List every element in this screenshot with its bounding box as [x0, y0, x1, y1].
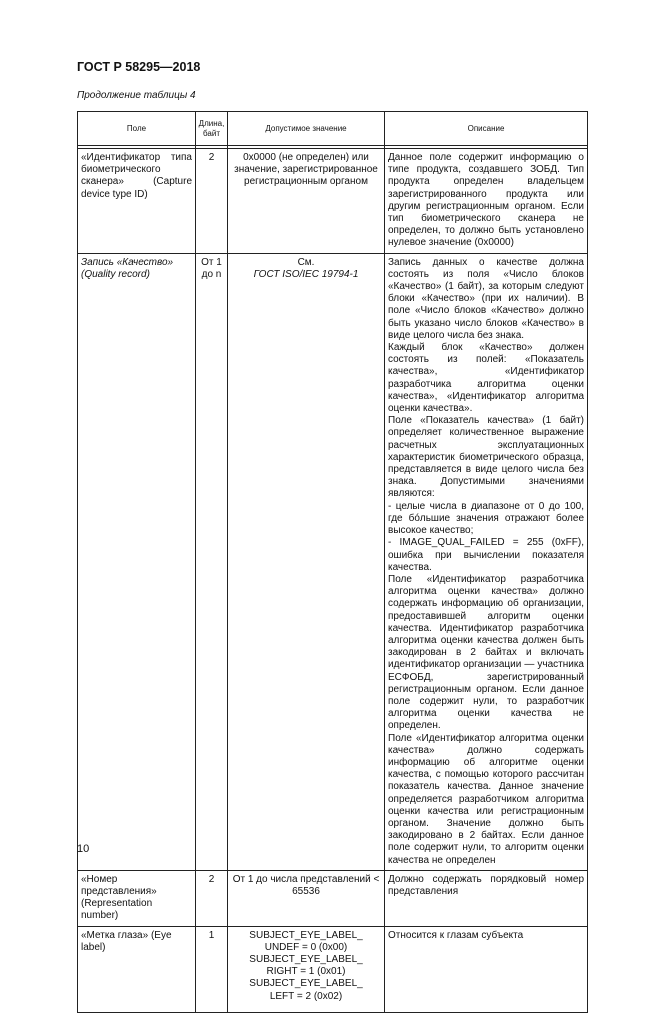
- length-cell: От 1 до n: [196, 253, 228, 870]
- description-cell: Данное поле содержит информацию о типе продукта, создавшего ЗОБД. Тип продукта определен владельцем зарегистрированного продукта или другим регистрационным органом. Если тип биометрического сканера не определен, то должно быть установлено нулевое значение (0x0000): [385, 149, 588, 254]
- table-row: [78, 149, 588, 254]
- allowed-value-line: UNDEF = 0 (0x00): [264, 941, 348, 953]
- length-cell: 2: [196, 149, 228, 254]
- description-cell: Относится к глазам субъекта: [385, 926, 588, 1012]
- document-standard-header: ГОСТ Р 58295—2018: [77, 60, 201, 74]
- table-row: [78, 926, 588, 1012]
- allowed-value-cell: [228, 253, 385, 870]
- description-paragraph: Запись данных о качестве должна состоять из поля «Число блоков «Качество» (1 байт), за которым следуют блоки «Качество» (при их наличии). В поле «Число блоков «Качество» должно быть указано число блоков «Качество» в виде целого числа без знака.: [388, 256, 584, 341]
- allowed-value-line: SUBJECT_EYE_LABEL_: [249, 978, 363, 990]
- column-header-field: Поле: [78, 112, 196, 146]
- allowed-value-line: LEFT = 2 (0x02): [269, 990, 343, 1002]
- description-cell: Должно содержать порядковый номер представления: [385, 870, 588, 926]
- field-cell: Запись «Качество» (Quality record): [78, 253, 196, 870]
- field-cell: «Номер представления» (Representation number): [78, 870, 196, 926]
- allowed-value-cell: [228, 926, 385, 1012]
- field-cell: «Идентификатор типа биометрического сканера» (Capture device type ID): [78, 149, 196, 254]
- description-paragraph: Поле «Идентификатор разработчика алгоритма оценки качества» должно содержать информацию об организации, предоставившей алгоритм оценки качества. Идентификатор разработчика алгоритма оценки качества должен быть закодирован в 2 байтах и включать идентификатор организации — участника ЕСФОБД, зарегистрированный регистрационным органом. Если данное поле содержит нули, то разработчик алгоритма оценки качества не определен.: [388, 573, 584, 732]
- description-paragraph: - целые числа в диапазоне от 0 до 100, где бóльшие значения отражают более высокое качество;: [388, 500, 584, 537]
- description-paragraph: Каждый блок «Качество» должен состоять из полей: «Показатель качества», «Идентификатор разработчика алгоритма оценки качества», «Идентификатор алгоритма оценки качества».: [388, 342, 584, 415]
- description-cell: [385, 253, 588, 870]
- allowed-value-line: RIGHT = 1 (0x01): [266, 966, 346, 978]
- column-header-length: Длина, байт: [196, 112, 228, 146]
- table-row: [78, 253, 588, 870]
- column-header-description: Описание: [385, 112, 588, 146]
- allowed-value-cell: 0x0000 (не определен) или значение, зарегистрированное регистрационным органом: [228, 149, 385, 254]
- column-header-allowed-value: Допустимое значение: [228, 112, 385, 146]
- allowed-value-line: SUBJECT_EYE_LABEL_: [249, 929, 363, 941]
- table-header-row: [78, 112, 588, 146]
- table-row: [78, 870, 588, 926]
- length-cell: 1: [196, 926, 228, 1012]
- allowed-value-line: См.: [297, 256, 315, 268]
- description-paragraph: Поле «Показатель качества» (1 байт) определяет количественное выражение расчетных эксплуатационных характеристик биометрического образца, представляется в виде целого числа без знака. Допустимыми значениями являются:: [388, 415, 584, 500]
- allowed-value-line: SUBJECT_EYE_LABEL_: [249, 954, 363, 965]
- length-cell: 2: [196, 870, 228, 926]
- allowed-value-cell: От 1 до числа представлений < 65536: [228, 870, 385, 926]
- fields-table: [77, 111, 588, 1013]
- allowed-value-line: ГОСТ ISO/IEC 19794-1: [253, 268, 359, 280]
- table-continuation-caption: Продолжение таблицы 4: [77, 90, 196, 101]
- page-number: 10: [77, 843, 90, 855]
- description-paragraph: - IMAGE_QUAL_FAILED = 255 (0xFF), ошибка при вычислении показателя качества.: [388, 537, 584, 573]
- description-paragraph: Поле «Идентификатор алгоритма оценки качества» должно содержать информацию об алгоритме оценки качества, с помощью которого рассчитан показатель качества. Данное значение определяется разработчиком алгоритма оценки качества или регистрационным органом. Значение должно быть закодировано в 2 байтах. Если данное поле содержит нули, то алгоритм оценки качества не определен: [388, 732, 584, 866]
- field-cell: «Метка глаза» (Eye label): [78, 926, 196, 1012]
